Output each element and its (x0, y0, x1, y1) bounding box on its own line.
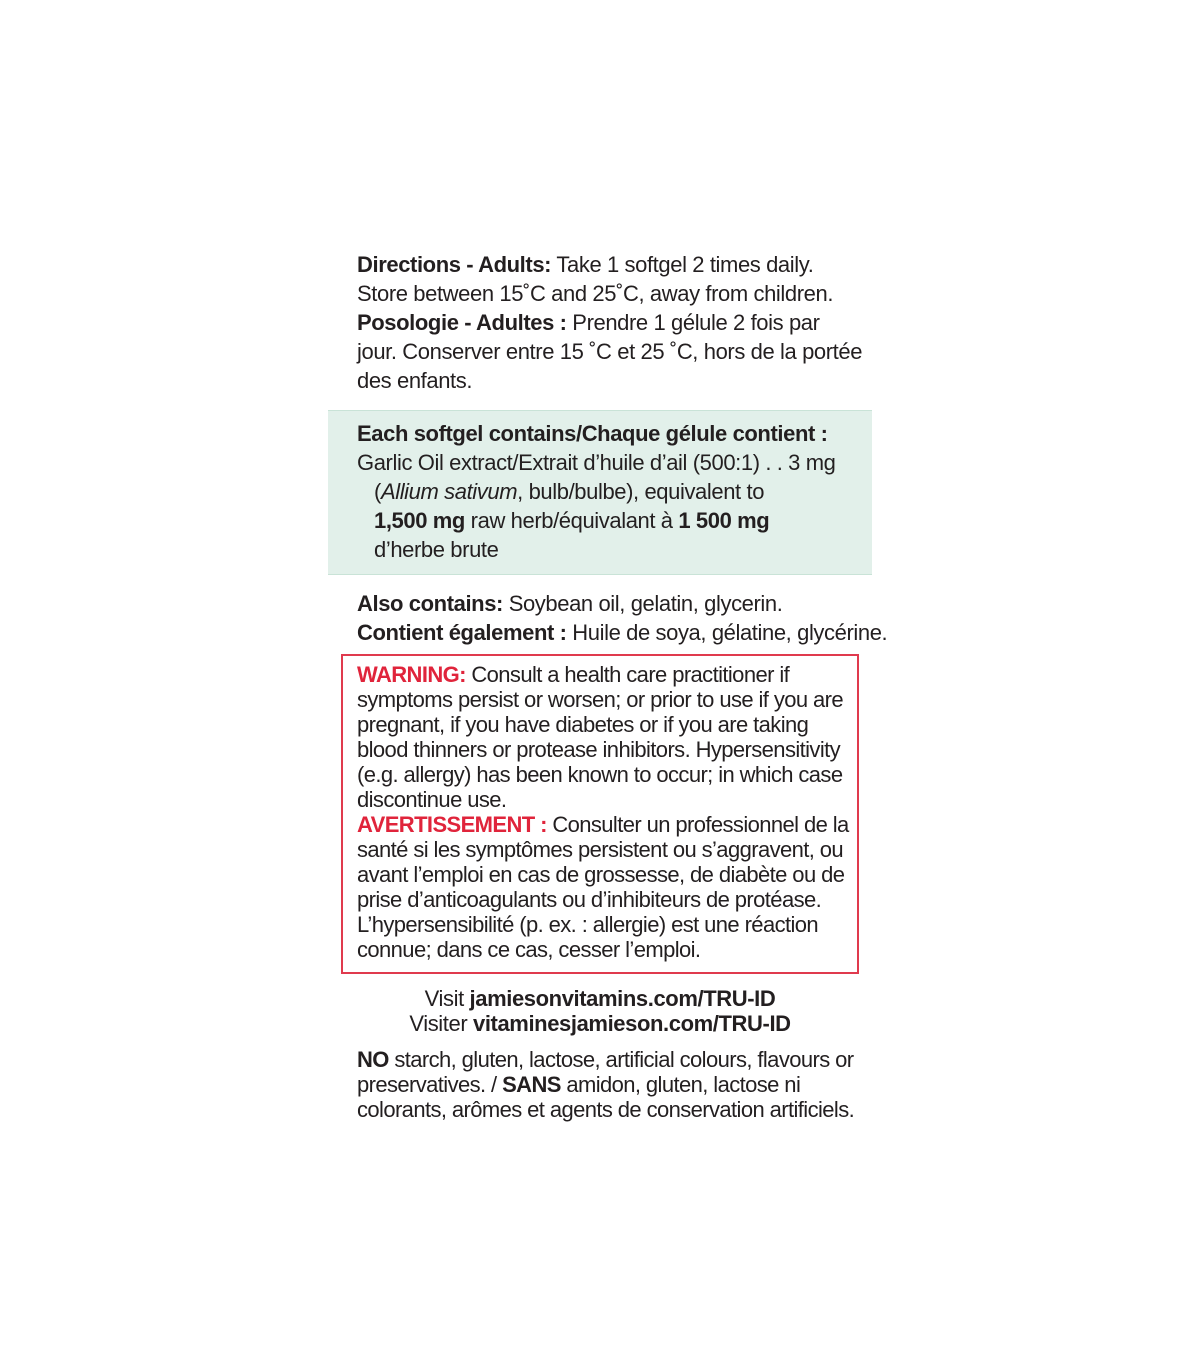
ingredient-line-3 (357, 506, 836, 535)
also-contains-fr (357, 618, 887, 647)
warning-fr-label: AVERTISSEMENT : (357, 812, 547, 837)
visit-fr-url: vitaminesjamieson.com/TRU-ID (472, 1011, 791, 1036)
free-from-line2 (357, 1072, 854, 1097)
visit-fr-prefix: Visiter (409, 1011, 473, 1036)
directions-fr-line1 (357, 308, 862, 337)
warning-en-line6: discontinue use. (357, 787, 507, 812)
ingredient-amount-en: 1,500 mg (374, 508, 465, 533)
ingredient-latin-name: Allium sativum (380, 479, 518, 504)
free-from-line1 (357, 1047, 854, 1072)
free-from-en-text: starch, gluten, lactose, artificial colours, flavours or (388, 1047, 854, 1072)
warning-en-label: WARNING: (357, 662, 466, 687)
directions-en-label: Directions - Adults: (357, 252, 552, 277)
free-from-en-label: NO (357, 1047, 389, 1072)
ingredient-line-2 (357, 477, 836, 506)
warning-fr-line2: santé si les symptômes persistent ou s’aggravent, ou (357, 837, 844, 862)
also-contains-en-text: Soybean oil, gelatin, glycerin. (502, 591, 783, 616)
also-contains-fr-text: Huile de soya, gélatine, glycérine. (566, 620, 888, 645)
also-contains-en (357, 589, 887, 618)
ingredient-amount-fr: 1 500 mg (678, 508, 770, 533)
visit-en-url: jamiesonvitamins.com/TRU-ID (469, 986, 776, 1011)
ingredients-section (357, 419, 836, 564)
ingredient-line-3-mid: raw herb/équivalant à (464, 508, 679, 533)
warning-en-line1 (357, 662, 849, 687)
warning-en-line4: blood thinners or protease inhibitors. Hypersensitivity (357, 737, 841, 762)
directions-fr-line2: jour. Conserver entre 15 ˚C et 25 ˚C, hors de la portée (357, 339, 863, 364)
visit-section (357, 986, 843, 1036)
free-from-en-text-2: preservatives. / (357, 1072, 503, 1097)
ingredient-paren: ( (374, 479, 381, 504)
directions-fr-label: Posologie - Adultes : (357, 310, 567, 335)
warning-fr-line1 (357, 812, 849, 837)
directions-en-text: Take 1 softgel 2 times daily. (551, 252, 814, 277)
directions-en-line2: Store between 15˚C and 25˚C, away from children. (357, 281, 834, 306)
warning-fr-line5: L’hypersensibilité (p. ex. : allergie) est une réaction (357, 912, 819, 937)
warning-fr-line6: connue; dans ce cas, cesser l’emploi. (357, 937, 701, 962)
also-contains-fr-label: Contient également : (357, 620, 567, 645)
warning-fr-line4: prise d’anticoagulants ou d’inhibiteurs de protéase. (357, 887, 822, 912)
directions-en-line1 (357, 250, 862, 279)
ingredient-line-4: d’herbe brute (374, 537, 499, 562)
also-contains-en-label: Also contains: (357, 591, 503, 616)
ingredients-heading (357, 419, 836, 448)
ingredient-line-2-rest: , bulb/bulbe), equivalent to (517, 479, 765, 504)
directions-fr-line3: des enfants. (357, 368, 473, 393)
ingredients-heading-text: Each softgel contains/Chaque gélule contient : (357, 421, 828, 446)
free-from-line3: colorants, arômes et agents de conservation artificiels. (357, 1097, 855, 1122)
warning-en-line5: (e.g. allergy) has been known to occur; in which case (357, 762, 843, 787)
directions-fr-text: Prendre 1 gélule 2 fois par (566, 310, 820, 335)
free-from-fr-text: amidon, gluten, lactose ni (560, 1072, 801, 1097)
visit-en-prefix: Visit (424, 986, 470, 1011)
visit-fr (357, 1011, 843, 1036)
also-contains-section (357, 589, 887, 647)
warning-en-text: Consult a health care practitioner if (465, 662, 790, 687)
free-from-section (357, 1047, 854, 1122)
free-from-fr-label: SANS (502, 1072, 561, 1097)
warning-fr-line3: avant l’emploi en cas de grossesse, de diabète ou de (357, 862, 845, 887)
ingredient-line-1: Garlic Oil extract/Extrait d’huile d’ail (500:1) . . 3 mg (357, 450, 836, 475)
warning-en-line3: pregnant, if you have diabetes or if you are taking (357, 712, 809, 737)
directions-section (357, 250, 862, 395)
warning-section (357, 662, 849, 962)
warning-en-line2: symptoms persist or worsen; or prior to use if you are (357, 687, 844, 712)
warning-fr-text: Consulter un professionnel de la (546, 812, 849, 837)
visit-en (357, 986, 843, 1011)
